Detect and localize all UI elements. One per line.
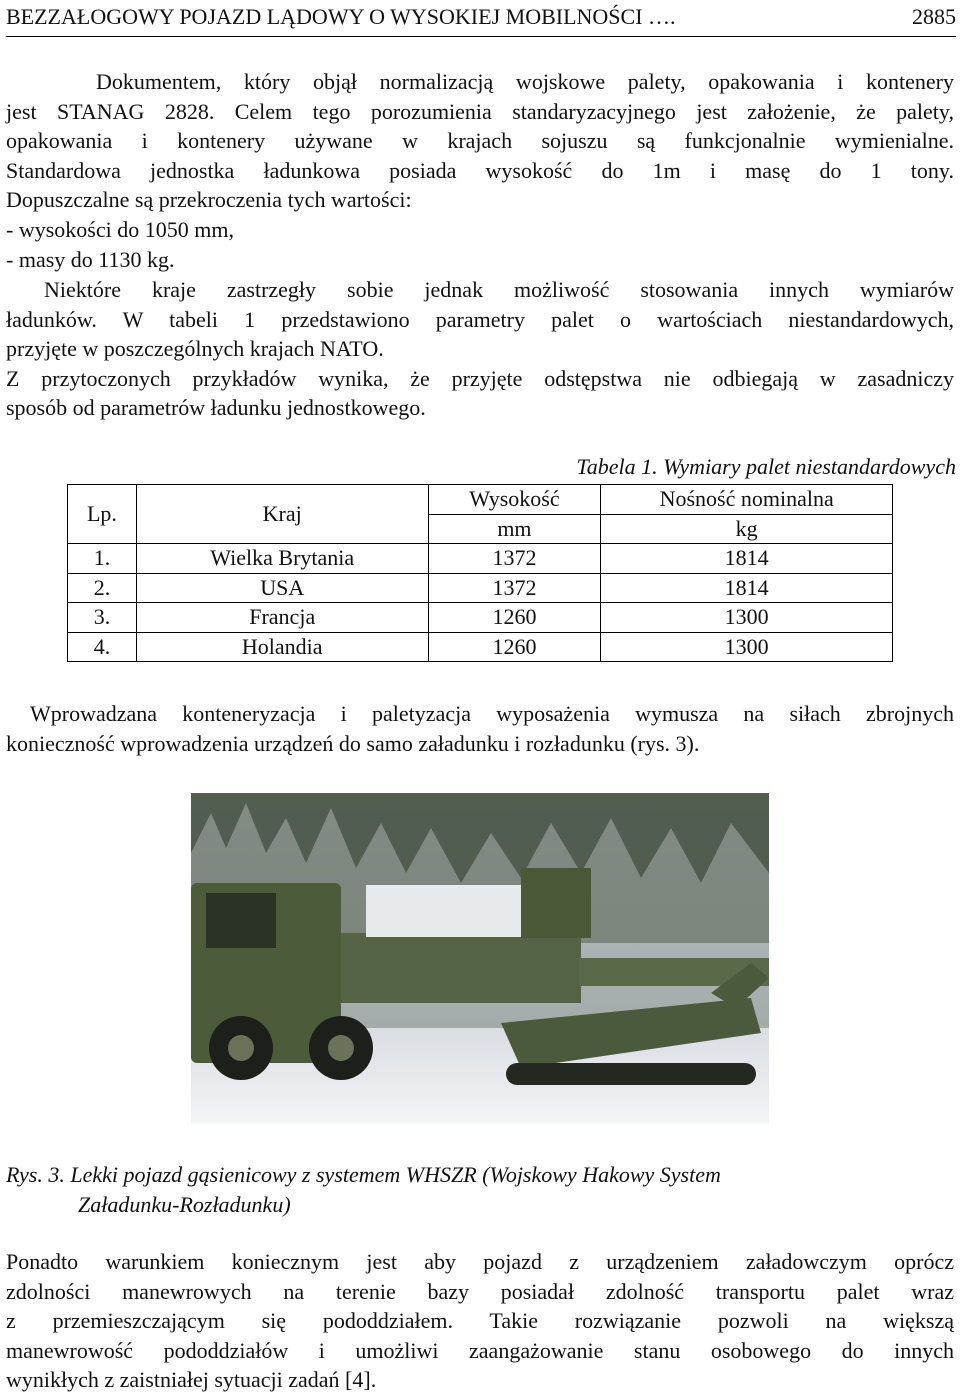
table-row xyxy=(68,573,893,603)
cell-country: Francja xyxy=(136,603,428,633)
text-line: Ponadto warunkiem koniecznym jest aby pojazd z urządzeniem załadowczym oprócz xyxy=(6,1249,954,1274)
text-line: Z przytoczonych przykładów wynika, że przyjęte odstępstwa nie odbiegają w zasadniczy xyxy=(6,365,954,391)
figure-caption-line: Załadunku-Rozładunku) xyxy=(78,1191,291,1217)
text-line: Dopuszczalne są przekroczenia tych wartości: xyxy=(6,187,412,213)
table-header-row xyxy=(68,485,893,515)
text-line: - wysokości do 1050 mm, xyxy=(6,216,234,242)
pallet-dimensions-table xyxy=(67,484,893,662)
photo-illustration xyxy=(191,793,769,1123)
cell-load: 1300 xyxy=(601,603,893,633)
text-line: Standardowa jednostka ładunkowa posiada wysokość do 1m i masę do 1 tony. xyxy=(6,157,954,183)
text-line: ładunków. W tabeli 1 przedstawiono parametry palet o wartościach niestandardowych, xyxy=(6,306,954,332)
header-lp: Lp. xyxy=(68,485,137,544)
figure-caption-line: Rys. 3. Lekki pojazd gąsienicowy z systemem WHSZR (Wojskowy Hakowy System xyxy=(6,1162,721,1187)
text-line: zdolności manewrowych na terenie bazy posiadał zdolność transportu palet wraz xyxy=(6,1278,954,1304)
cell-load: 1300 xyxy=(601,632,893,662)
text-line: wynikłych z zaistniałej sytuacji zadań [4]. xyxy=(6,1367,377,1393)
cell-height: 1372 xyxy=(428,573,601,603)
cell-lp: 4. xyxy=(68,632,137,662)
cell-lp: 2. xyxy=(68,573,137,603)
text-line: opakowania i kontenery używane w krajach sojuszu są funkcjonalnie wymienialne. xyxy=(6,128,954,154)
table-row xyxy=(68,603,893,633)
cell-country: Holandia xyxy=(136,632,428,662)
cell-height: 1372 xyxy=(428,544,601,574)
header-load: Nośność nominalna xyxy=(601,485,893,515)
paragraph-stanag xyxy=(6,67,954,274)
text-line: Niektóre kraje zastrzegły sobie jednak możliwość stosowania innych wymiarów xyxy=(44,277,954,302)
cell-country: USA xyxy=(136,573,428,603)
unit-height: mm xyxy=(428,514,601,544)
header-country: Kraj xyxy=(136,485,428,544)
text-line: sposób od parametrów ładunku jednostkowego. xyxy=(6,395,426,421)
cell-load: 1814 xyxy=(601,544,893,574)
text-line: jest STANAG 2828. Celem tego porozumienia standaryzacyjnego jest założenie, że palety, xyxy=(6,98,954,124)
table-row xyxy=(68,632,893,662)
text-line: Wprowadzana konteneryzacja i paletyzacja wyposażenia wymusza na siłach zbrojnych xyxy=(30,701,954,726)
text-line: - masy do 1130 kg. xyxy=(6,246,175,272)
paragraph-containerization xyxy=(6,699,954,758)
text-line: przyjęte w poszczególnych krajach NATO. xyxy=(6,336,384,362)
figure-photo-tracked-vehicle xyxy=(191,793,769,1123)
unit-load: kg xyxy=(601,514,893,544)
cell-load: 1814 xyxy=(601,573,893,603)
running-header xyxy=(6,2,956,37)
cell-height: 1260 xyxy=(428,603,601,633)
cell-height: 1260 xyxy=(428,632,601,662)
page-number: 2885 xyxy=(912,4,956,29)
paragraph-requirements xyxy=(6,1247,954,1395)
paragraph-other-countries xyxy=(6,275,954,423)
running-header-title: BEZZAŁOGOWY POJAZD LĄDOWY O WYSOKIEJ MOBILNOŚCI …. xyxy=(6,4,676,29)
cell-lp: 3. xyxy=(68,603,137,633)
figure-caption xyxy=(6,1160,954,1219)
text-line: Dokumentem, który objął normalizacją wojskowe palety, opakowania i kontenery xyxy=(96,69,954,94)
table-row xyxy=(68,544,893,574)
cell-lp: 1. xyxy=(68,544,137,574)
text-line: manewrowość pododdziałów i umożliwi zaangażowanie stanu osobowego do innych xyxy=(6,1337,954,1363)
cell-country: Wielka Brytania xyxy=(136,544,428,574)
text-line: z przemieszczającym się pododdziałem. Takie rozwiązanie pozwoli na większą xyxy=(6,1308,954,1334)
text-line: konieczność wprowadzenia urządzeń do samo załadunku i rozładunku (rys. 3). xyxy=(6,730,700,756)
header-height: Wysokość xyxy=(428,485,601,515)
table-caption: Tabela 1. Wymiary palet niestandardowych xyxy=(576,454,956,479)
